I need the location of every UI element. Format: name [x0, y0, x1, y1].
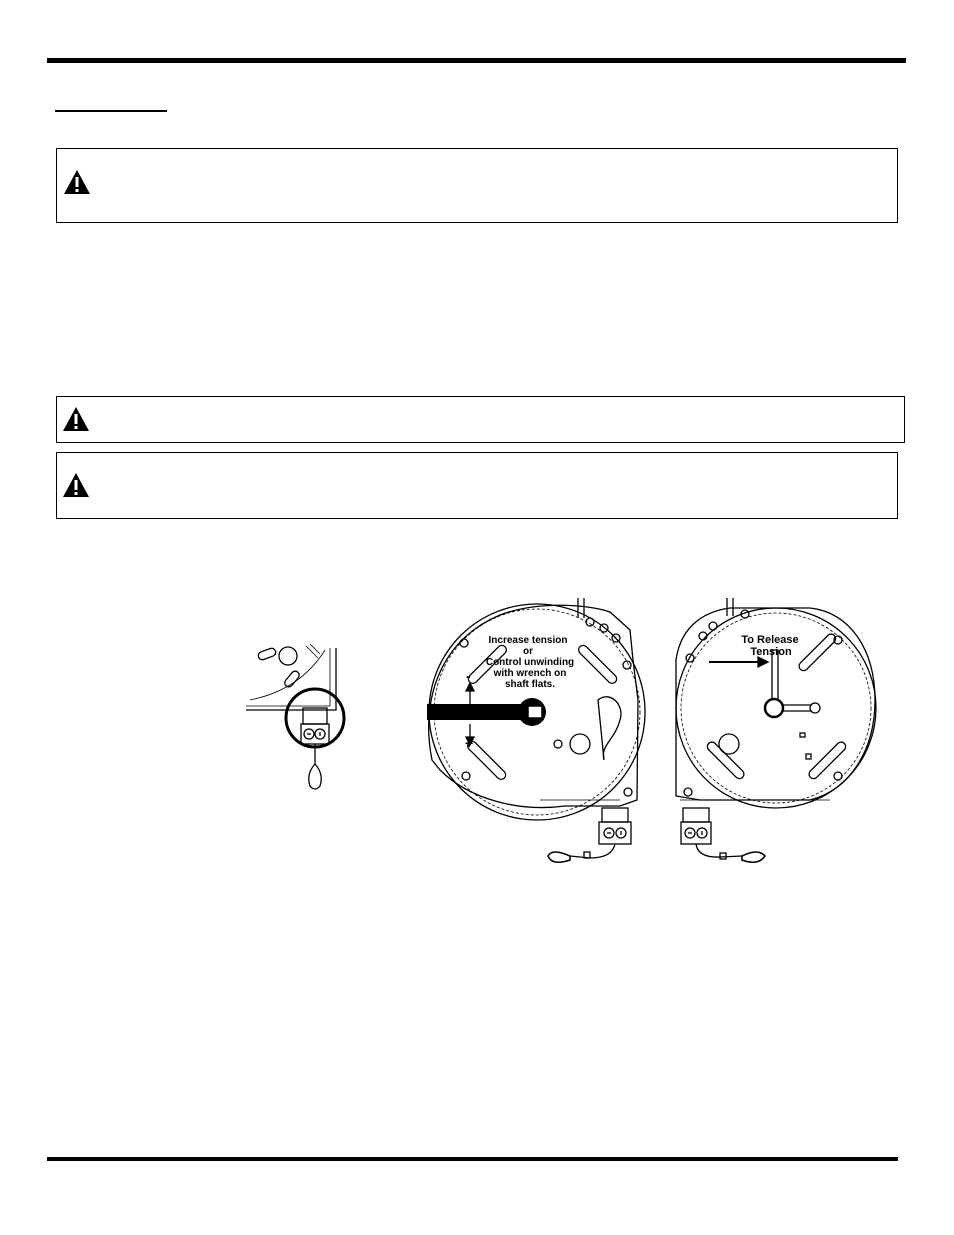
cable-stop-detail-figure [246, 644, 344, 789]
release-label-line-1: To Release [741, 634, 799, 646]
plus-sign: + [465, 735, 474, 751]
wrench-label-line-5: shaft flats. [504, 679, 556, 690]
wrench-label-line-1: Increase tension [488, 635, 568, 646]
wrench-label-line-4: with wrench on [493, 668, 567, 679]
release-label-line-2: Tension [750, 646, 792, 658]
minus-sign: - [466, 668, 471, 684]
release-label [741, 634, 798, 658]
wrench-label-line-2: or [523, 646, 533, 657]
bottom-rule [47, 1157, 898, 1161]
wrench-label [486, 635, 574, 690]
wrench-label-line-3: Control unwinding [485, 657, 575, 668]
